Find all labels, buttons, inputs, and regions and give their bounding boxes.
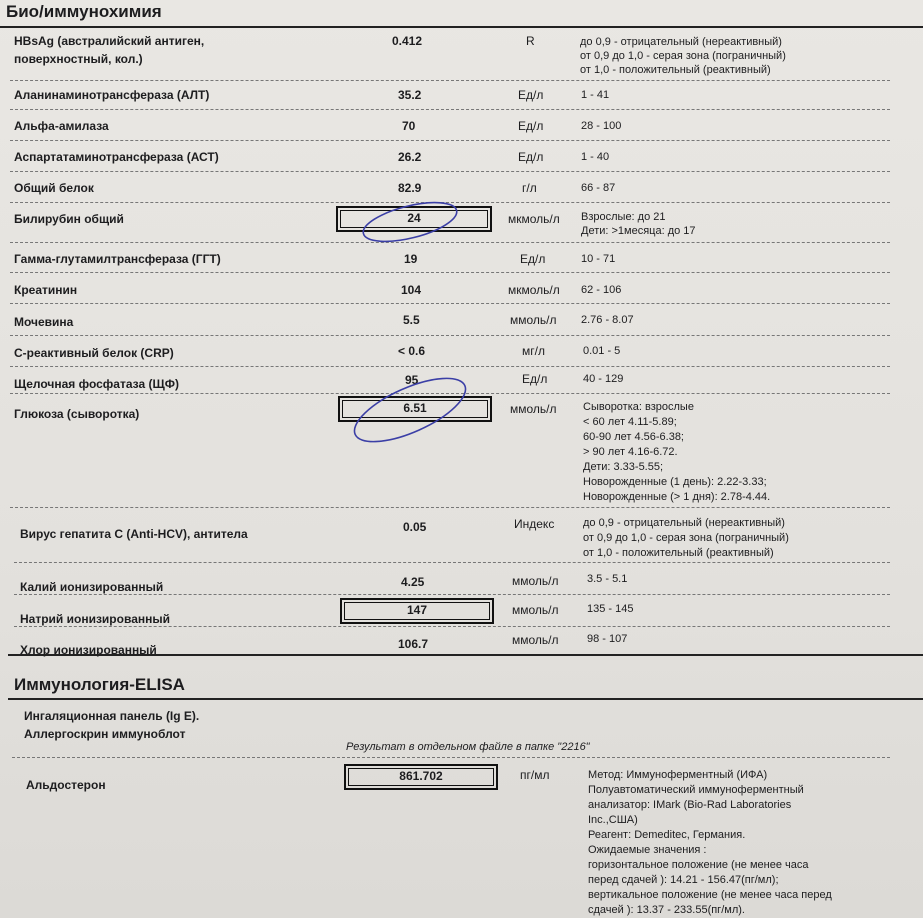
test-name-aldosterone: Альдостерон bbox=[26, 778, 106, 792]
hbsag-ref-line1: до 0,9 - отрицательный (нереактивный) bbox=[580, 36, 782, 48]
abnormal-value-box-sodium bbox=[340, 598, 494, 624]
glucose-ref-line: 60-90 лет 4.56-6.38; bbox=[583, 431, 684, 443]
test-value-alt: 35.2 bbox=[398, 88, 422, 102]
test-ref-ast: 1 - 40 bbox=[581, 151, 610, 163]
aldosterone-ref-line: горизонтальное положение (не менее часа bbox=[588, 859, 809, 871]
row-divider bbox=[10, 335, 890, 336]
test-ref-bilirubin-child: Дети: >1месяца: до 17 bbox=[581, 225, 696, 237]
test-value-alp: 95 bbox=[405, 373, 419, 387]
abnormal-value-box-glucose bbox=[338, 396, 492, 422]
test-value-glucose: 6.51 bbox=[403, 401, 427, 415]
row-divider bbox=[10, 272, 890, 273]
test-ref-potassium: 3.5 - 5.1 bbox=[587, 573, 628, 585]
hbsag-value: 0.412 bbox=[392, 34, 423, 48]
row-divider bbox=[10, 507, 890, 508]
row-divider bbox=[10, 303, 890, 304]
test-unit-alt: Ед/л bbox=[518, 88, 544, 102]
row-divider bbox=[10, 202, 890, 203]
test-ref-ggt: 10 - 71 bbox=[581, 253, 616, 265]
row-divider bbox=[10, 80, 890, 81]
test-ref-crp: 0.01 - 5 bbox=[583, 345, 621, 357]
row-divider bbox=[10, 393, 890, 394]
test-unit-ast: Ед/л bbox=[518, 150, 544, 164]
aldosterone-ref-line: Метод: Иммуноферментный (ИФА) bbox=[588, 769, 768, 781]
aldosterone-ref-line: Реагент: Demeditec, Германия. bbox=[588, 829, 746, 841]
test-name-amylase: Альфа-амилаза bbox=[14, 119, 109, 133]
test-name-alp: Щелочная фосфатаза (ЩФ) bbox=[14, 377, 179, 391]
hbsag-name-line1: HBsAg (австралийский антиген, bbox=[14, 34, 205, 48]
test-ref-bilirubin-adult: Взрослые: до 21 bbox=[581, 211, 666, 223]
hcv-ref-line1: до 0,9 - отрицательный (нереактивный) bbox=[583, 517, 785, 529]
glucose-ref-line: Сыворотка: взрослые bbox=[583, 401, 694, 413]
test-name-bilirubin: Билирубин общий bbox=[14, 212, 124, 226]
test-unit-chloride: ммоль/л bbox=[512, 633, 559, 647]
test-unit-crp: мг/л bbox=[522, 344, 545, 358]
glucose-ref-line: Дети: 3.33-5.55; bbox=[583, 461, 664, 473]
row-divider bbox=[14, 562, 890, 563]
separate-file-note: Результат в отдельном файле в папке "2216" bbox=[346, 741, 590, 753]
aldosterone-ref-line: сдачей ): 13.37 - 233.55(пг/мл). bbox=[588, 904, 745, 916]
row-divider bbox=[10, 109, 890, 110]
test-name-ggt: Гамма-глутамилтрансфераза (ГГТ) bbox=[14, 252, 221, 266]
test-unit-hcv: Индекс bbox=[514, 517, 555, 531]
section-title-biochemistry: Био/иммунохимия bbox=[6, 2, 162, 21]
row-divider bbox=[14, 594, 890, 595]
test-name-chloride: Хлор ионизированный bbox=[20, 643, 157, 657]
test-unit-creatinine: мкмоль/л bbox=[508, 283, 560, 297]
abnormal-value-box-bilirubin bbox=[336, 206, 492, 232]
test-ref-creatinine: 62 - 106 bbox=[581, 284, 622, 296]
inhalation-panel-label: Ингаляционная панель (Ig E). bbox=[24, 709, 200, 723]
section-title-elisa: Иммунология-ELISA bbox=[14, 675, 185, 694]
test-unit-potassium: ммоль/л bbox=[512, 574, 559, 588]
hcv-ref-line2: от 0,9 до 1,0 - серая зона (пограничный) bbox=[583, 532, 789, 544]
aldosterone-ref-line: Inc.,США) bbox=[588, 814, 638, 826]
allergoscreen-label: Аллергоскрин иммуноблот bbox=[24, 727, 186, 741]
test-value-creatinine: 104 bbox=[401, 283, 422, 297]
test-ref-total-protein: 66 - 87 bbox=[581, 182, 616, 194]
test-name-ast: Аспартатаминотрансфераза (АСТ) bbox=[14, 150, 219, 164]
glucose-ref-line: Новорожденные (> 1 дня): 2.78-4.44. bbox=[583, 491, 771, 503]
test-unit-ggt: Ед/л bbox=[520, 252, 546, 266]
aldosterone-ref-line: Ожидаемые значения : bbox=[588, 844, 707, 856]
test-value-urea: 5.5 bbox=[403, 313, 420, 327]
test-value-potassium: 4.25 bbox=[401, 575, 425, 589]
test-ref-amylase: 28 - 100 bbox=[581, 120, 622, 132]
test-value-hcv: 0.05 bbox=[403, 520, 427, 534]
test-name-crp: С-реактивный белок (CRP) bbox=[14, 346, 174, 360]
test-name-glucose: Глюкоза (сыворотка) bbox=[14, 407, 140, 421]
test-value-ast: 26.2 bbox=[398, 150, 422, 164]
test-value-bilirubin: 24 bbox=[407, 211, 421, 225]
aldosterone-ref-line: перед сдачей ): 14.21 - 156.47(пг/мл); bbox=[588, 874, 779, 886]
test-name-sodium: Натрий ионизированный bbox=[20, 612, 170, 626]
test-unit-sodium: ммоль/л bbox=[512, 603, 559, 617]
test-value-total-protein: 82.9 bbox=[398, 181, 422, 195]
test-unit-aldosterone: пг/мл bbox=[520, 768, 550, 782]
test-ref-sodium: 135 - 145 bbox=[587, 603, 634, 615]
test-value-ggt: 19 bbox=[404, 252, 418, 266]
test-name-potassium: Калий ионизированный bbox=[20, 580, 164, 594]
hbsag-unit: R bbox=[526, 34, 535, 48]
row-divider bbox=[10, 366, 890, 367]
test-ref-chloride: 98 - 107 bbox=[587, 633, 628, 645]
test-name-alt: Аланинаминотрансфераза (АЛТ) bbox=[14, 88, 210, 102]
test-ref-urea: 2.76 - 8.07 bbox=[581, 314, 634, 326]
test-value-sodium: 147 bbox=[406, 603, 428, 617]
test-value-chloride: 106.7 bbox=[398, 637, 429, 651]
test-unit-glucose: ммоль/л bbox=[510, 402, 557, 416]
hbsag-ref-line3: от 1,0 - положительный (реактивный) bbox=[580, 64, 771, 76]
aldosterone-ref-line: Полуавтоматический иммуноферментный bbox=[588, 784, 804, 796]
abnormal-value-box-aldosterone bbox=[344, 764, 498, 790]
row-divider bbox=[10, 171, 890, 172]
aldosterone-ref-line: вертикальное положение (не менее часа перед bbox=[588, 889, 832, 901]
hbsag-ref-line2: от 0,9 до 1,0 - серая зона (пограничный) bbox=[580, 50, 786, 62]
test-name-total-protein: Общий белок bbox=[14, 181, 94, 195]
glucose-ref-line: > 90 лет 4.16-6.72. bbox=[583, 446, 678, 458]
test-name-hcv: Вирус гепатита С (Anti-HCV), антитела bbox=[20, 527, 248, 541]
test-unit-alp: Ед/л bbox=[522, 372, 548, 386]
glucose-ref-line: Новорожденные (1 день): 2.22-3.33; bbox=[583, 476, 767, 488]
test-unit-bilirubin: мкмоль/л bbox=[508, 212, 560, 226]
hcv-ref-line3: от 1,0 - положительный (реактивный) bbox=[583, 547, 774, 559]
test-unit-urea: ммоль/л bbox=[510, 313, 557, 327]
section-divider bbox=[8, 698, 923, 700]
test-unit-total-protein: г/л bbox=[522, 181, 537, 195]
section-divider bbox=[8, 654, 923, 656]
test-value-crp: < 0.6 bbox=[398, 344, 426, 358]
row-divider bbox=[10, 242, 890, 243]
row-divider bbox=[12, 757, 890, 758]
test-value-aldosterone: 861.702 bbox=[399, 769, 443, 783]
test-name-creatinine: Креатинин bbox=[14, 283, 78, 297]
section-divider bbox=[0, 26, 923, 28]
test-ref-alt: 1 - 41 bbox=[581, 89, 610, 101]
aldosterone-ref-line: анализатор: IMark (Bio-Rad Laboratories bbox=[588, 799, 792, 811]
glucose-ref-line: < 60 лет 4.11-5.89; bbox=[583, 416, 677, 428]
test-value-amylase: 70 bbox=[402, 119, 416, 133]
row-divider bbox=[10, 140, 890, 141]
row-divider bbox=[14, 626, 890, 627]
test-name-urea: Мочевина bbox=[14, 315, 74, 329]
test-unit-amylase: Ед/л bbox=[518, 119, 544, 133]
hbsag-name-line2: поверхностный, кол.) bbox=[14, 52, 143, 66]
test-ref-alp: 40 - 129 bbox=[583, 373, 624, 385]
